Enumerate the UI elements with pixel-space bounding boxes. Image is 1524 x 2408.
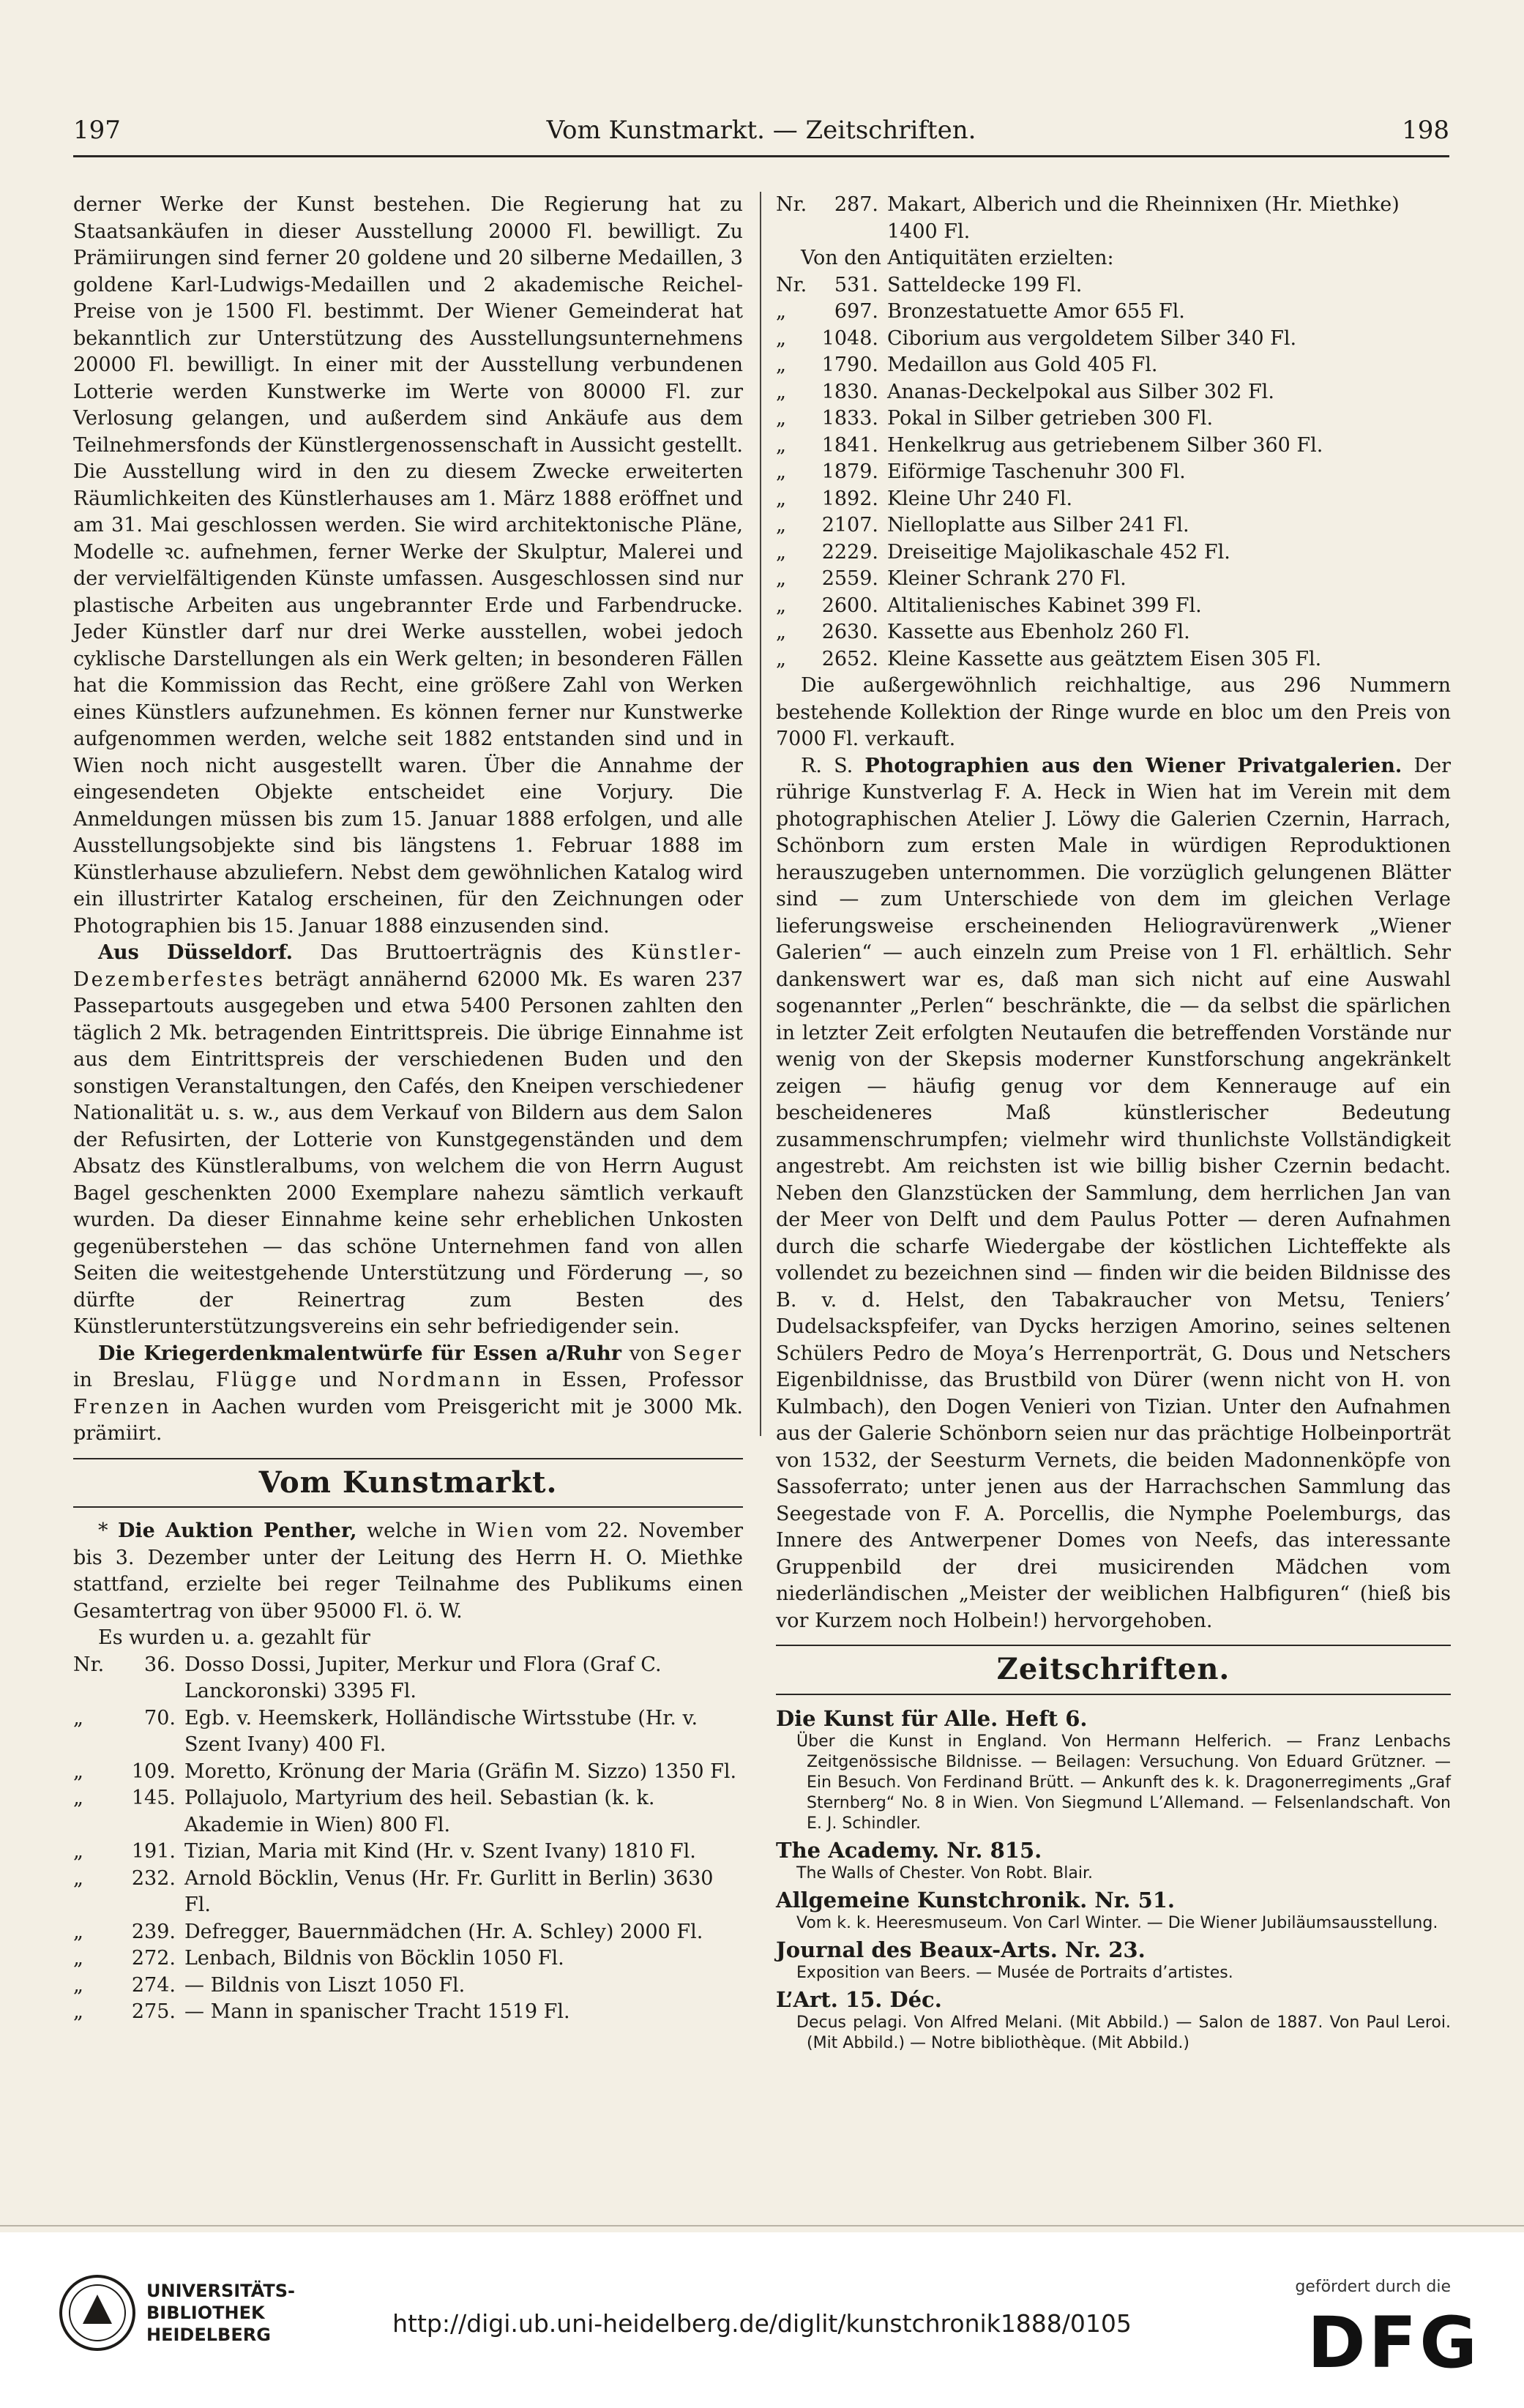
photographs-paragraph: R. S. Photographien aus den Wiener Privatgalerien. Der rührige Kunstverlag F. A. Heck in Wien hat im Verein mit dem photographischen Atelier J. Löwy die Galerien Czernin, Harrach, Schönborn zum ersten Male in würdigen Reproduktionen herauszugeben unternommen. Die vorzüglich gelungenen Blätter sind — zum Unterschiede von dem im gleichen Verlage lieferungsweise erscheinenden Heliogravürenwerk „Wiener Galerien“ — auch einzeln zum Preise von 1 Fl. erhältlich. Sehr dankenswert war es, daß man sich nicht auf eine Auswahl sogenannter „Perlen“ beschränkte, die — da selbst die spärlichen in letzter Zeit erfolgten Neutaufen die betreffenden Vorstände nur wenig von der Skepsis moderner Kunstforschung angekränkelt zeigen — häufig genug vor dem Kennerauge auf ein bescheideneres Maß künstlerischer Bedeutung zusammenschrumpfen; vielmehr wird thunlichste Vollständigkeit angestrebt. Am reichsten ist wie billig bisher Czernin bedacht. Neben den Glanzstücken der Sammlung, dem herrlichen Jan van der Meer von Delft und dem Paulus Potter — deren Aufnahmen durch die scharfe Wiedergabe der köstlichen Lichteffekte als vollendet zu bezeichnen sind — finden wir die beiden Bildnisse des B. v. d. Helst, den Tabakraucher von Metsu, Teniers’ Dudelsackspfeifer, van Dycks herzigen Amorino, seines seltenen Schülers Pedro de Moya’s Herrenporträt, G. Dous und Netschers Eigenbildnisse, das Brustbild von Dürer (wenn nicht von H. von Kulmbach), den Dogen Venieri von Tizian. Unter den Aufnahmen aus der Galerie Schönborn seien nur das prächtige Holbeinporträt von 1532, der Seesturm Vernets, die beiden Madonnenköpfe von Sassoferrato; unter jenen aus der Harrachschen Sammlung das Seegestade von F. A. Porcellis, die Nymphe Poelemburgs, das Innere des Antwerpener Domes von Neefs, das interessante Gruppenbild der drei musicirenden Mädchen vom niederländischen „Meister der weiblichen Halbfiguren“ (hieß bis vor Kurzem noch Holbein!) hervorgehoben. [776,754,1451,1632]
auction-paragraph: * Die Auktion Penther, welche in Wien vom 22. November bis 3. Dezember unter der Leitung des Herrn H. O. Miethke stattfand, erzielte bei reger Teilnahme des Publikums einen Gesamtertrag von über 95000 Fl. ö. W. [73,1519,743,1623]
auction-item-pre: „ [776,514,786,536]
auction-item [73,1973,743,2000]
journal-title: The Academy. Nr. 815. [776,1837,1042,1863]
running-head [73,110,1449,154]
auction-item [776,593,1451,620]
auction-item [776,352,1451,379]
journal-list [776,1705,1451,2054]
section-rule [73,1506,743,1508]
rings-paragraph: Die außergewöhnlich reichhaltige, aus 296 Nummern bestehende Kollektion der Ringe wurde en bloc um den Preis von 7000 Fl. verkauft. [776,674,1451,750]
auction-item-num: 2229. [821,540,878,564]
antiquities-intro: Von den Antiquitäten erzielten: [801,247,1114,269]
auction-item-pre: „ [776,647,786,670]
kriegerdenkmal-paragraph: Die Kriegerdenkmalentwürfe für Essen a/Ruhr von Seger in Breslau, Flügge und Nordmann in Essen, Professor Frenzen in Aachen wurden vom Preisgericht mit je 3000 Mk. prämiirt. [73,1342,743,1445]
auction-item-desc: Satteldecke 199 Fl. [887,273,1083,296]
auction-list-continued [776,192,1451,245]
auction-item-pre: Nr. [776,193,807,216]
auction-item-desc: Medaillon aus Gold 405 Fl. [887,354,1158,376]
section-rule [73,1458,743,1459]
auction-item-pre: „ [776,433,786,457]
dfg-logo: DFG [1307,2302,1480,2384]
auction-item-pre: „ [776,354,786,376]
auction-item-num: 232. [131,1866,176,1890]
auction-item-desc: Tizian, Maria mit Kind (Hr. v. Szent Ivany) 1810 Fl. [184,1840,696,1863]
auction-item-pre: Nr. [776,273,807,296]
auction-item-num: 1830. [821,380,878,403]
auction-item [776,272,1451,299]
auction-item-desc: Ananas-Deckelpokal aus Silber 302 Fl. [887,380,1274,403]
journal-contents: Vom k. k. Heeresmuseum. Von Carl Winter. — Die Wiener Jubiläumsausstellung. [796,1913,1438,1932]
journal-contents: Exposition van Beers. — Musée de Portraits d’artistes. [796,1963,1233,1982]
auction-item-desc: Egb. v. Heemskerk, Holländische Wirtsstube (Hr. v. Szent Ivany) 400 Fl. [184,1706,698,1756]
auction-item-num: 287. [834,193,878,216]
auction-item-desc: Kassette aus Ebenholz 260 Fl. [887,621,1190,643]
running-title: Vom Kunstmarkt. — Zeitschriften. [546,116,976,145]
journal-entry [776,1837,1451,1884]
auction-item-num: 191. [131,1840,176,1863]
auction-item [776,566,1451,593]
auction-item [73,1652,743,1705]
auction-item-num: 1790. [821,354,878,376]
auction-item [776,192,1451,245]
auction-item [776,299,1451,326]
auction-item-desc: Kleine Kassette aus geätztem Eisen 305 Fl. [887,647,1322,670]
auction-item [73,1785,743,1839]
auction-item-desc: Moretto, Krönung der Maria (Gräfin M. Sizzo) 1350 Fl. [184,1760,737,1783]
section-rule [776,1645,1451,1646]
auction-item-num: 1879. [821,460,878,483]
auction-item-num: 2559. [821,567,878,590]
auction-item-desc: Dreiseitige Majolikaschale 452 Fl. [887,540,1230,564]
footer-rule [0,2225,1524,2226]
digitization-footer [0,2232,1524,2408]
auction-item [776,619,1451,646]
auction-item-desc: Bronzestatuette Amor 655 Fl. [887,300,1185,323]
auction-item [776,486,1451,513]
source-url[interactable]: http://digi.ub.uni-heidelberg.de/diglit/kunstchronik1888/0105 [392,2309,1132,2338]
journal-contents: The Walls of Chester. Von Robt. Blair. [796,1863,1093,1882]
auction-item-pre: „ [776,567,786,590]
exhibition-paragraph: derner Werke der Kunst bestehen. Die Regierung hat zu Staatsankäufen in dieser Ausstellung 20000 Fl. bewilligt. Zu Prämiirungen sind ferner 20 goldene und 20 silberne Medaillen, 3 goldene Karl-Ludwigs-Medaillen und 2 akademische Reichel-Preise von je 1500 Fl. bestimmt. Der Wiener Gemeinderat hat bekanntlich zur Unterstützung des Ausstellungsunternehmens 20000 Fl. bewilligt. In einer mit der Ausstellung verbundenen Lotterie werden Kunstwerke im Werte von 80000 Fl. zur Verlosung gelangen, und außerdem sind Ankäufe aus dem Teilnehmersfonds der Künstlergenossenschaft in Aussicht gestellt. Die Ausstellung wird in den zu diesem Zwecke erweiterten Räumlichkeiten des Künstlerhauses am 1. März 1888 eröffnet und am 31. Mai geschlossen werden. Sie wird architektonische Pläne, Modelle ꝛc. aufnehmen, ferner Werke der Skulptur, Malerei und der vervielfältigenden Künste umfassen. Ausgeschlossen sind nur plastische Arbeiten aus ungebrannter Erde und Farbendrucke. Jeder Künstler darf nur drei Werke ausstellen, wobei jedoch cyklische Darstellungen als ein Werk gelten; in besonderen Fällen hat die Kommission das Recht, eine größere Zahl von Werken eines Künstlers aufzunehmen. Es können ferner nur Kunstwerke aufgenommen werden, welche seit 1882 entstanden sind und in Wien noch nicht ausgestellt waren. Über die Annahme der eingesendeten Objekte entscheidet eine Vorjury. Die Anmeldungen müssen bis zum 15. Januar 1888 erfolgen, und alle Ausstellungsobjekte sind bis längstens 1. Februar 1888 im Künstlerhause abzuliefern. Nebst dem gewöhnlichen Katalog wird ein illustrirter Katalog erscheinen, für den Zeichnungen oder Photographien bis 15. Januar 1888 einzusenden sind. [73,193,743,938]
auction-item-desc: — Bildnis von Liszt 1050 Fl. [184,1973,466,1997]
header-rule [73,155,1449,157]
auction-item-pre: Nr. [73,1653,105,1676]
auction-item-pre: „ [73,1706,83,1730]
auction-item [776,646,1451,673]
auction-item [776,512,1451,539]
auction-item-pre: „ [776,460,786,483]
auction-item [776,539,1451,567]
auction-item [776,326,1451,353]
auction-item-num: 274. [131,1973,176,1997]
auction-item-num: 109. [131,1760,176,1783]
right-column [776,192,1451,2054]
page-number-left: 197 [73,116,121,145]
auction-item [776,379,1451,406]
auction-item-desc: Arnold Böcklin, Venus (Hr. Fr. Gurlitt in Berlin) 3630 Fl. [184,1866,714,1916]
auction-item-desc: Makart, Alberich und die Rheinnixen (Hr. Miethke) 1400 Fl. [887,193,1400,243]
auction-item-pre: „ [73,1866,83,1890]
duesseldorf-paragraph: Aus Düsseldorf. Das Bruttoerträgnis des Künstler-Dezemberfestes beträgt annähernd 62000 Mk. Es waren 237 Passepartouts ausgegeben und etwa 5400 Personen zahlten den täglich 2 Mk. betragenden Eintrittspreis. Die übrige Einnahme ist aus dem Eintrittspreis der verschiedenen Buden und den sonstigen Veranstaltungen, den Cafés, den Kneipen verschiedener Nationalität u. s. w., aus dem Verkauf von Bildern aus dem Salon der Refusirten, der Lotterie von Kunstgegenständen und dem Absatz des Künstleralbums, von welchem die von Herrn August Bagel geschenkten 2000 Exemplare nahezu sämtlich verkauft wurden. Da dieser Einnahme keine sehr erheblichen Unkosten gegenüberstehen — das schöne Unternehmen fand von allen Seiten die weitestgehende Unterstützung und Förderung —, so dürfte der Reinertrag zum Besten des Künstlerunterstützungsvereins ein sehr befriedigender sein. [73,941,743,1338]
auction-item-desc: Kleine Uhr 240 Fl. [887,487,1073,510]
section-heading-zeitschriften: Zeitschriften. [996,1652,1230,1686]
journal-title: Journal des Beaux-Arts. Nr. 23. [776,1937,1146,1962]
auction-item [776,459,1451,486]
journal-title: L’Art. 15. Déc. [776,1986,942,2012]
journal-contents: Über die Kunst in England. Von Hermann Helferich. — Franz Lenbachs Zeitgenössische Bildnisse. — Beilagen: Versuchung. Von Eduard Grützner. — Ein Besuch. Von Ferdinand Brütt. — Ankunft des k. k. Dragonerregiments „Graf Sternberg“ No. 8 in Wien. Von Siegmund L’Allemand. — Felsenlandschaft. Von E. J. Schindler. [796,1732,1451,1833]
auction-item [73,1839,743,1866]
auction-item [73,1999,743,2026]
auction-item-pre: „ [73,2000,83,2023]
photographs-lead: Photographien aus den Wiener Privatgalerien. [864,754,1402,777]
auction-item-pre: „ [776,594,786,617]
journal-entry [776,1887,1451,1934]
journal-entry [776,1937,1451,1983]
auction-item-num: 1048. [821,326,878,350]
auction-item-desc: Altitalienisches Kabinet 399 Fl. [887,594,1202,617]
auction-item-pre: „ [776,621,786,643]
funded-by-note: gefördert durch die [1295,2278,1451,2296]
auction-item-num: 272. [131,1947,176,1970]
auction-item-desc: Lenbach, Bildnis von Böcklin 1050 Fl. [184,1947,564,1970]
auction-item-pre: „ [73,1973,83,1997]
paid-intro: Es wurden u. a. gezahlt für [98,1626,370,1649]
auction-lead: Die Auktion Penther, [118,1519,357,1542]
auction-item-num: 239. [131,1920,176,1943]
auction-item-pre: „ [776,540,786,564]
journal-entry [776,1986,1451,2054]
auction-item-num: 2652. [821,647,878,670]
auction-item-num: 2107. [821,514,878,536]
page-number-right: 198 [1402,116,1449,145]
auction-item-pre: „ [73,1840,83,1863]
auction-item-desc: Pollajuolo, Martyrium des heil. Sebastian (k. k. Akademie in Wien) 800 Fl. [184,1787,655,1836]
auction-item-desc: Kleiner Schrank 270 Fl. [887,567,1127,590]
section-rule [776,1694,1451,1695]
column-divider [760,192,761,1436]
auction-item-num: 70. [144,1706,176,1730]
left-column [73,192,743,2026]
auction-item-desc: Defregger, Bauernmädchen (Hr. A. Schley) 2000 Fl. [184,1920,703,1943]
auction-item-desc: Pokal in Silber getrieben 300 Fl. [887,407,1214,430]
auction-item [73,1945,743,1973]
auction-item-pre: „ [73,1787,83,1809]
auction-item-num: 2600. [821,594,878,617]
auction-item-desc: — Mann in spanischer Tracht 1519 Fl. [184,2000,570,2023]
auction-item-num: 1833. [821,407,878,430]
university-name: UNIVERSITÄTS- BIBLIOTHEK HEIDELBERG [146,2281,296,2345]
auction-item-pre: „ [776,380,786,403]
auction-item-pre: „ [776,407,786,430]
auction-item-desc: Eiförmige Taschenuhr 300 Fl. [887,460,1186,483]
auction-item [73,1705,743,1759]
auction-item-pre: „ [776,326,786,350]
journal-contents: Decus pelagi. Von Alfred Melani. (Mit Abbild.) — Salon de 1887. Von Paul Leroi. (Mit Abbild.) — Notre bibliothèque. (Mit Abbild.) [796,2013,1451,2052]
journal-title: Die Kunst für Alle. Heft 6. [776,1705,1088,1731]
duesseldorf-lead: Aus Düsseldorf. [98,941,294,964]
antiquities-list [776,272,1451,673]
auction-item-pre: „ [776,300,786,323]
auction-item-num: 275. [131,2000,176,2023]
auction-item-num: 2630. [821,621,878,643]
section-heading-kunstmarkt: Vom Kunstmarkt. [258,1465,558,1500]
auction-item [73,1919,743,1946]
auction-item [73,1759,743,1786]
journal-title: Allgemeine Kunstchronik. Nr. 51. [776,1887,1176,1912]
auction-item-desc: Henkelkrug aus getriebenem Silber 360 Fl. [887,433,1323,457]
auction-item-num: 36. [144,1653,176,1676]
auction-item-num: 1841. [821,433,878,457]
auction-item [776,405,1451,433]
kriegerdenkmal-lead: Die Kriegerdenkmalentwürfe für Essen a/Ruhr [98,1342,621,1365]
auction-item-pre: „ [776,487,786,510]
auction-item-pre: „ [73,1947,83,1970]
auction-item-desc: Dosso Dossi, Jupiter, Merkur und Flora (Graf C. Lanckoronski) 3395 Fl. [184,1653,662,1702]
auction-item-pre: „ [73,1920,83,1943]
auction-item-pre: „ [73,1760,83,1783]
auction-item-num: 145. [131,1787,176,1809]
kuenstler-dezemberfest: Künstler-Dezemberfestes [73,941,743,991]
auction-item-desc: Nielloplatte aus Silber 241 Fl. [887,514,1189,536]
auction-item-num: 697. [834,300,878,323]
auction-item [776,433,1451,460]
auction-list [73,1652,743,2026]
auction-item [73,1866,743,1919]
journal-entry [776,1705,1451,1834]
auction-item-num: 1892. [821,487,878,510]
auction-item-desc: Ciborium aus vergoldetem Silber 340 Fl. [887,326,1297,350]
auction-item-num: 531. [834,273,878,296]
